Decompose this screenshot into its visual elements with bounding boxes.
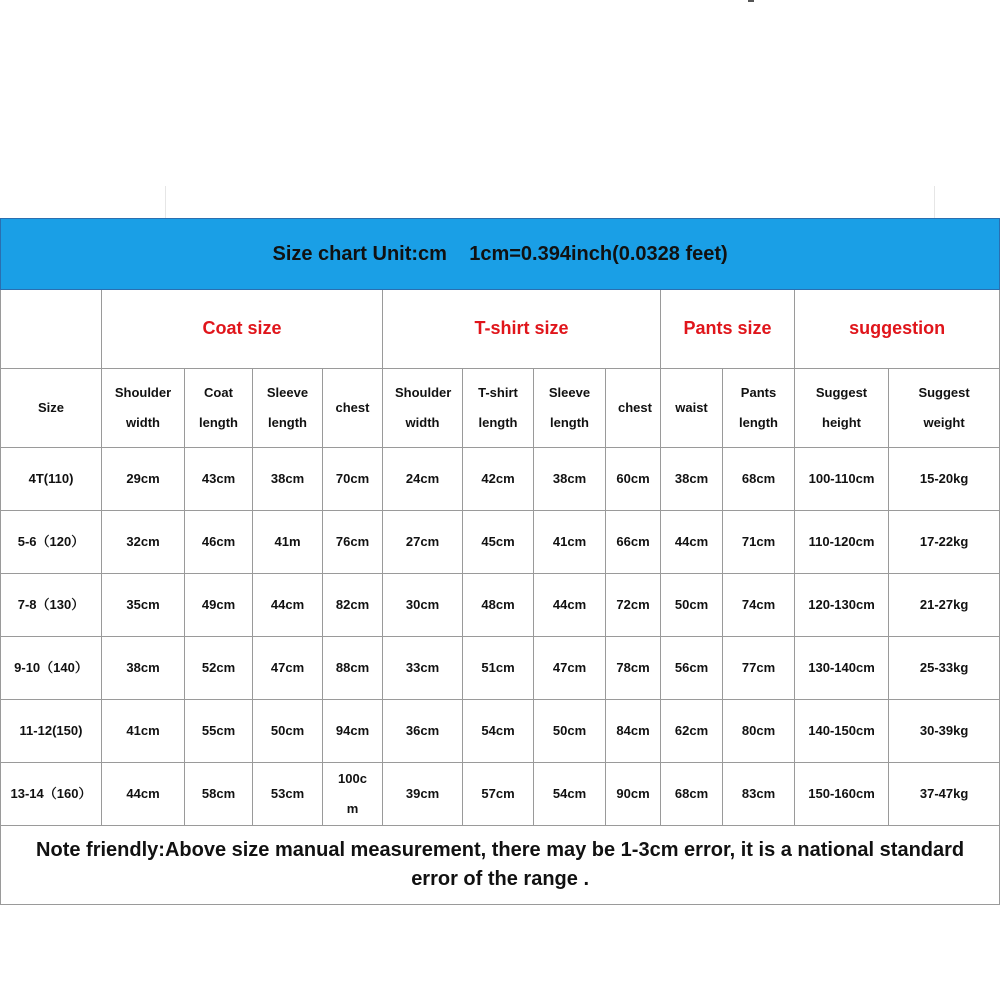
column-header: Coat length [185, 369, 253, 448]
table-cell: 57cm [463, 763, 534, 826]
column-header-row [1, 369, 1000, 448]
table-cell: 71cm [723, 511, 795, 574]
table-cell: 83cm [723, 763, 795, 826]
table-cell: 30-39kg [889, 700, 1000, 763]
table-cell: 52cm [185, 637, 253, 700]
table-row [1, 448, 1000, 511]
table-cell: 76cm [323, 511, 383, 574]
column-header: Sleeve length [534, 369, 606, 448]
table-cell: 41cm [534, 511, 606, 574]
group-header-tshirt: T-shirt size [383, 290, 661, 369]
table-row [1, 637, 1000, 700]
table-cell: 44cm [253, 574, 323, 637]
column-header: Suggest height [795, 369, 889, 448]
table-cell: 48cm [463, 574, 534, 637]
table-cell: 50cm [253, 700, 323, 763]
table-cell: 56cm [661, 637, 723, 700]
table-cell: 38cm [534, 448, 606, 511]
table-cell: 90cm [606, 763, 661, 826]
table-cell: 17-22kg [889, 511, 1000, 574]
table-cell: 42cm [463, 448, 534, 511]
size-label-cell: 5-6（120） [1, 511, 102, 574]
table-cell: 44cm [534, 574, 606, 637]
table-cell: 68cm [723, 448, 795, 511]
table-cell: 62cm [661, 700, 723, 763]
table-row [1, 700, 1000, 763]
column-header: waist [661, 369, 723, 448]
table-cell: 150-160cm [795, 763, 889, 826]
table-cell: 36cm [383, 700, 463, 763]
frame-divider [165, 186, 166, 218]
table-cell: 24cm [383, 448, 463, 511]
table-cell: 33cm [383, 637, 463, 700]
note-text: Note friendly:Above size manual measurement, there may be 1-3cm error, it is a national standard error of the range . [1, 826, 1000, 905]
table-cell: 54cm [463, 700, 534, 763]
table-cell: 38cm [253, 448, 323, 511]
table-cell: 110-120cm [795, 511, 889, 574]
table-cell: 38cm [661, 448, 723, 511]
table-cell: 37-47kg [889, 763, 1000, 826]
chart-title: Size chart Unit:cm 1cm=0.394inch(0.0328 feet) [1, 219, 1000, 290]
size-chart-table [0, 218, 1000, 905]
table-cell: 78cm [606, 637, 661, 700]
table-cell: 21-27kg [889, 574, 1000, 637]
column-header: Shoulder width [383, 369, 463, 448]
frame-divider [934, 186, 935, 218]
column-header: Sleeve length [253, 369, 323, 448]
table-cell: 60cm [606, 448, 661, 511]
table-cell: 70cm [323, 448, 383, 511]
group-header-pants: Pants size [661, 290, 795, 369]
table-cell: 45cm [463, 511, 534, 574]
table-cell: 43cm [185, 448, 253, 511]
table-cell: 80cm [723, 700, 795, 763]
table-cell: 100cm [323, 763, 383, 826]
table-cell: 47cm [534, 637, 606, 700]
table-cell: 25-33kg [889, 637, 1000, 700]
table-cell: 53cm [253, 763, 323, 826]
table-cell: 49cm [185, 574, 253, 637]
table-cell: 77cm [723, 637, 795, 700]
table-cell: 120-130cm [795, 574, 889, 637]
table-cell: 88cm [323, 637, 383, 700]
table-cell: 55cm [185, 700, 253, 763]
table-cell: 51cm [463, 637, 534, 700]
table-cell: 35cm [102, 574, 185, 637]
table-cell: 38cm [102, 637, 185, 700]
group-header-blank [1, 290, 102, 369]
group-header-coat: Coat size [102, 290, 383, 369]
column-header: Shoulder width [102, 369, 185, 448]
size-label-cell: 13-14（160） [1, 763, 102, 826]
table-cell: 82cm [323, 574, 383, 637]
table-cell: 68cm [661, 763, 723, 826]
table-row [1, 574, 1000, 637]
column-header: chest [323, 369, 383, 448]
table-cell: 100-110cm [795, 448, 889, 511]
table-cell: 27cm [383, 511, 463, 574]
column-header: chest [606, 369, 661, 448]
table-cell: 46cm [185, 511, 253, 574]
table-cell: 94cm [323, 700, 383, 763]
column-header: T-shirt length [463, 369, 534, 448]
table-cell: 140-150cm [795, 700, 889, 763]
table-cell: 44cm [661, 511, 723, 574]
table-cell: 15-20kg [889, 448, 1000, 511]
table-cell: 74cm [723, 574, 795, 637]
table-cell: 41m [253, 511, 323, 574]
table-cell: 41cm [102, 700, 185, 763]
table-cell: 84cm [606, 700, 661, 763]
size-label-cell: 11-12(150) [1, 700, 102, 763]
size-label-cell: 7-8（130） [1, 574, 102, 637]
size-rows [1, 448, 1000, 826]
table-cell: 54cm [534, 763, 606, 826]
table-cell: 32cm [102, 511, 185, 574]
table-cell: 47cm [253, 637, 323, 700]
table-cell: 50cm [534, 700, 606, 763]
column-header: Size [1, 369, 102, 448]
table-cell: 66cm [606, 511, 661, 574]
table-cell: 58cm [185, 763, 253, 826]
size-label-cell: 4T(110) [1, 448, 102, 511]
table-cell: 50cm [661, 574, 723, 637]
table-cell: 29cm [102, 448, 185, 511]
table-cell: 30cm [383, 574, 463, 637]
table-row [1, 511, 1000, 574]
table-cell: 130-140cm [795, 637, 889, 700]
table-cell: 39cm [383, 763, 463, 826]
group-header-suggestion: suggestion [795, 290, 1000, 369]
table-cell: 44cm [102, 763, 185, 826]
column-header: Suggest weight [889, 369, 1000, 448]
table-row [1, 763, 1000, 826]
stray-mark [748, 0, 754, 2]
column-header: Pants length [723, 369, 795, 448]
size-label-cell: 9-10（140） [1, 637, 102, 700]
table-cell: 72cm [606, 574, 661, 637]
